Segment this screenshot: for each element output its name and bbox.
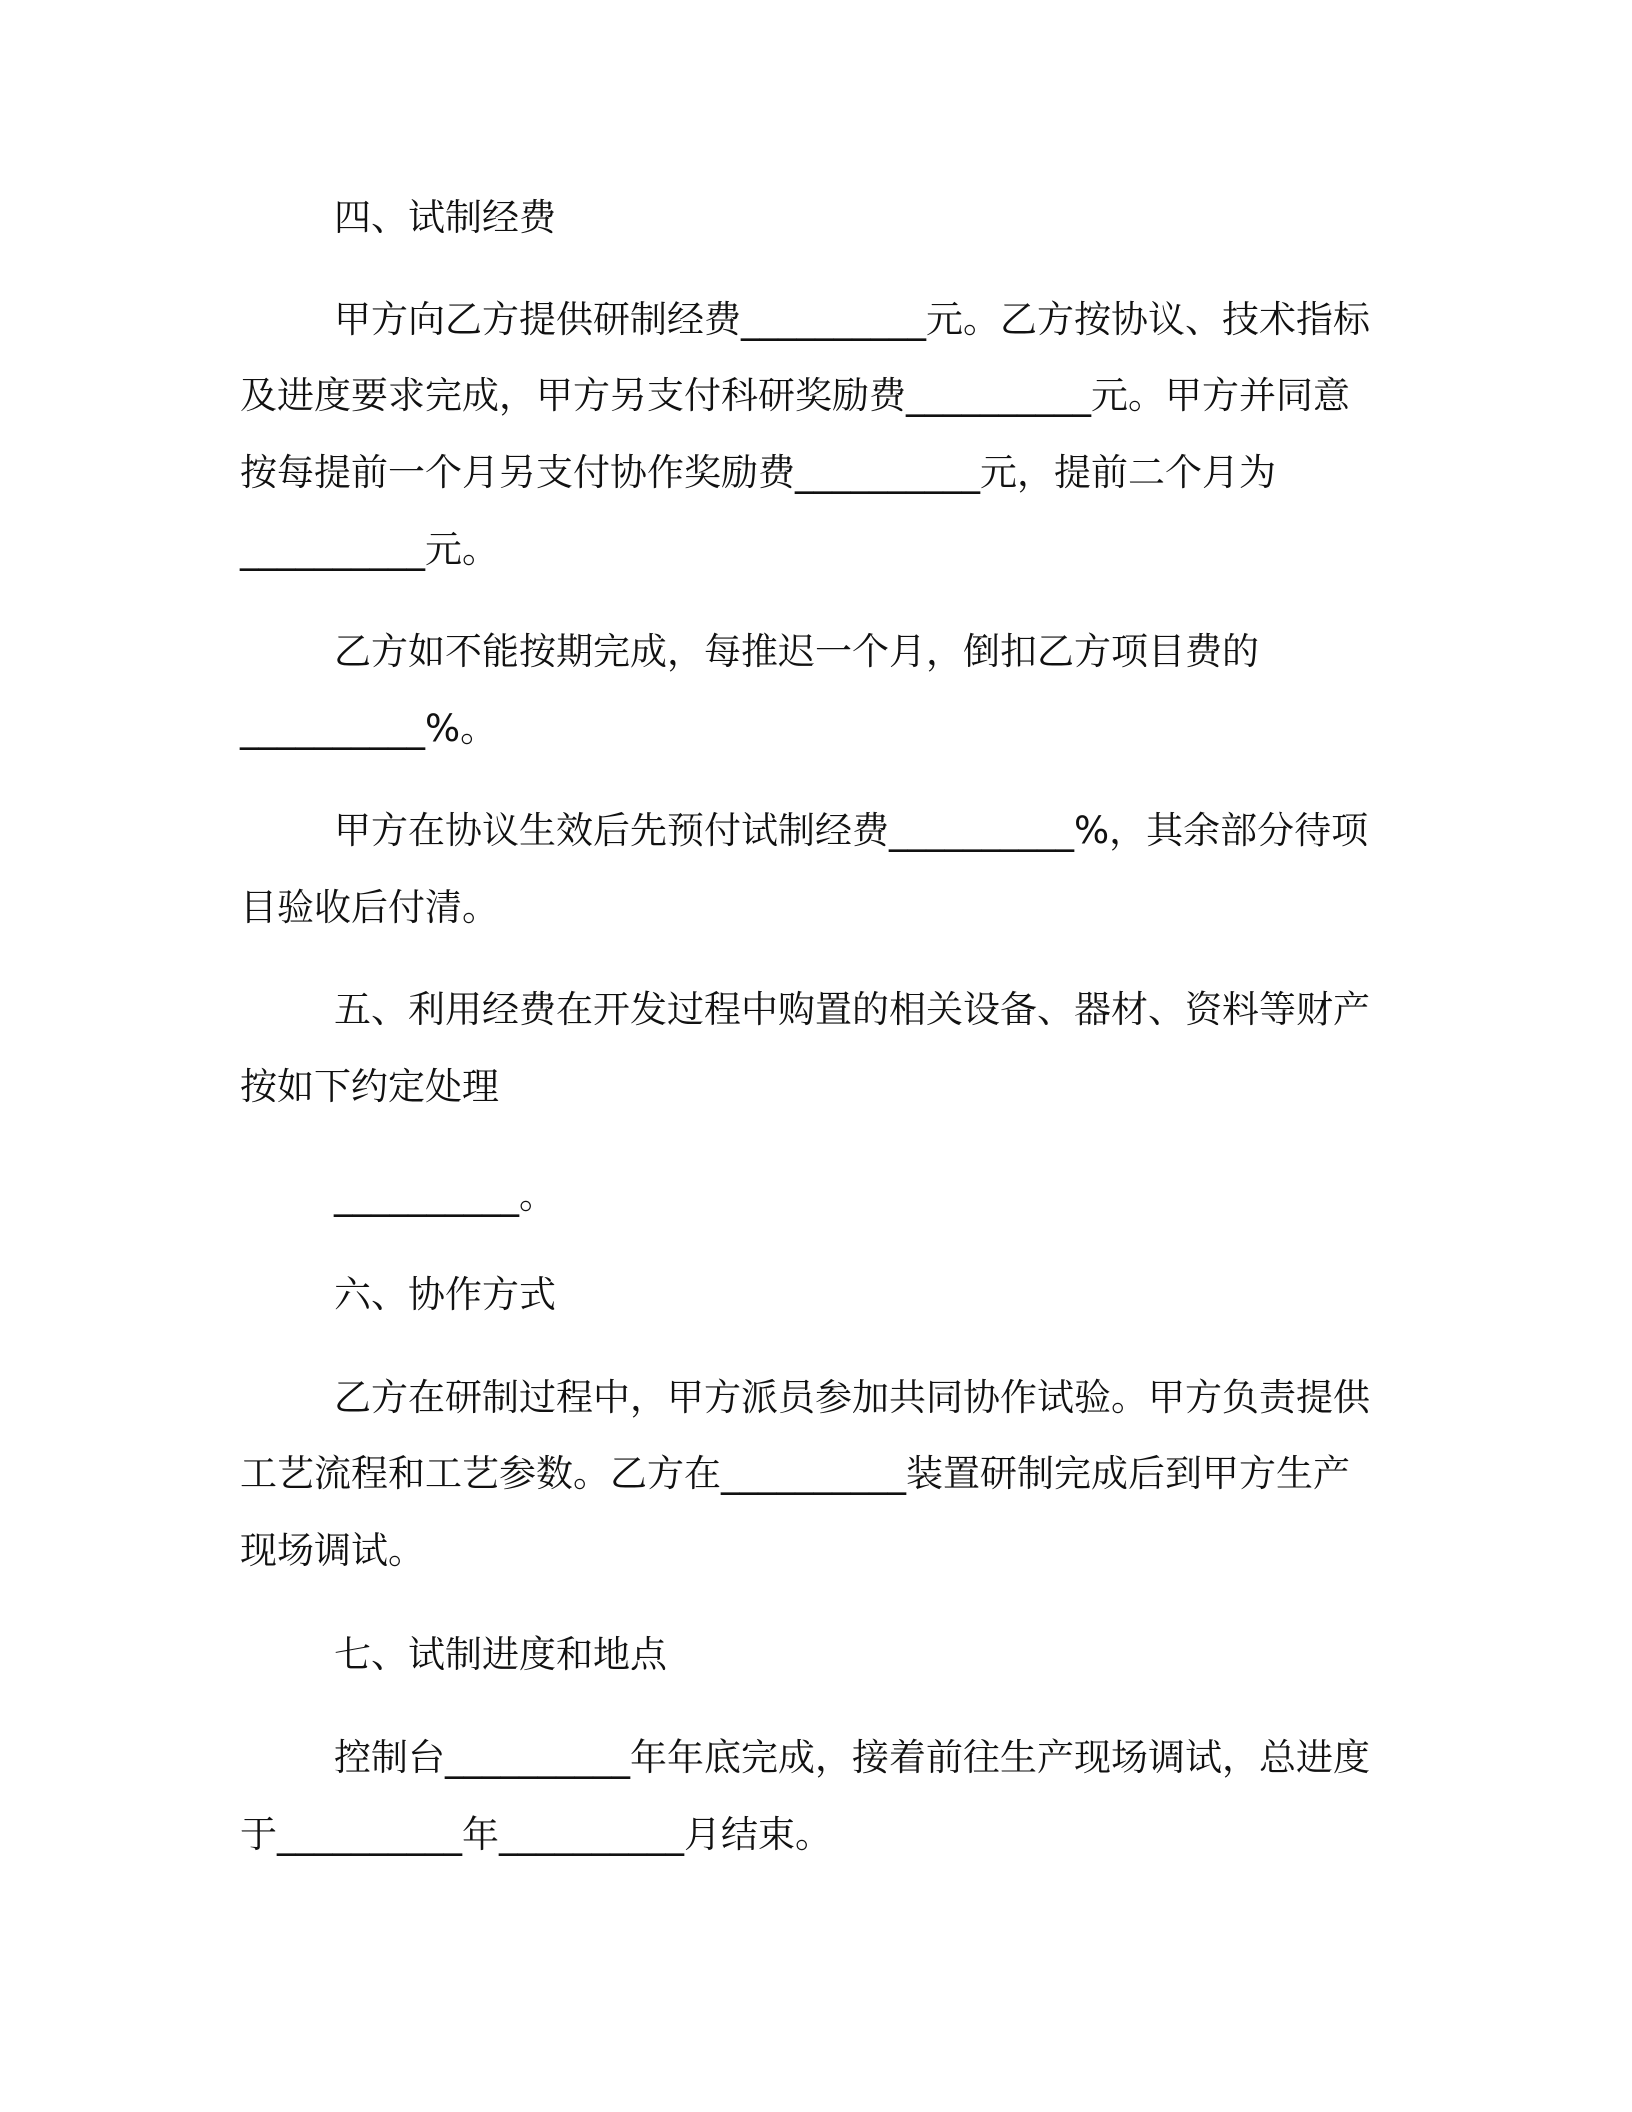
paragraph-line: 控制台__________年年底完成，接着前往生产现场调试，总进度 — [334, 1736, 1370, 1779]
paragraph-line: 按每提前一个月另支付协作奖励费__________元，提前二个月为 — [240, 451, 1276, 494]
paragraph-line: __________%。 — [240, 707, 498, 750]
section-heading-5: 五、利用经费在开发过程中购置的相关设备、器材、资料等财产 — [334, 988, 1370, 1031]
section-heading-7: 七、试制进度和地点 — [334, 1633, 667, 1676]
paragraph-line: 现场调试。 — [240, 1529, 425, 1572]
paragraph-line: __________元。 — [240, 528, 499, 571]
paragraph-line: 工艺流程和工艺参数。乙方在__________装置研制完成后到甲方生产 — [240, 1452, 1350, 1495]
section-heading-5-cont: 按如下约定处理 — [240, 1065, 499, 1108]
paragraph-line: 乙方如不能按期完成，每推迟一个月，倒扣乙方项目费的 — [334, 630, 1259, 673]
paragraph-line: 于__________年__________月结束。 — [240, 1813, 832, 1856]
paragraph-line: __________。 — [334, 1174, 556, 1217]
paragraph-line: 乙方在研制过程中，甲方派员参加共同协作试验。甲方负责提供 — [334, 1376, 1370, 1419]
paragraph-line: 目验收后付清。 — [240, 886, 499, 929]
paragraph-line: 甲方在协议生效后先预付试制经费__________%，其余部分待项 — [334, 809, 1369, 852]
section-heading-6: 六、协作方式 — [334, 1273, 556, 1316]
paragraph-line: 及进度要求完成，甲方另支付科研奖励费__________元。甲方并同意 — [240, 374, 1350, 417]
section-heading-4: 四、试制经费 — [334, 196, 556, 239]
paragraph-line: 甲方向乙方提供研制经费__________元。乙方按协议、技术指标 — [334, 298, 1370, 341]
